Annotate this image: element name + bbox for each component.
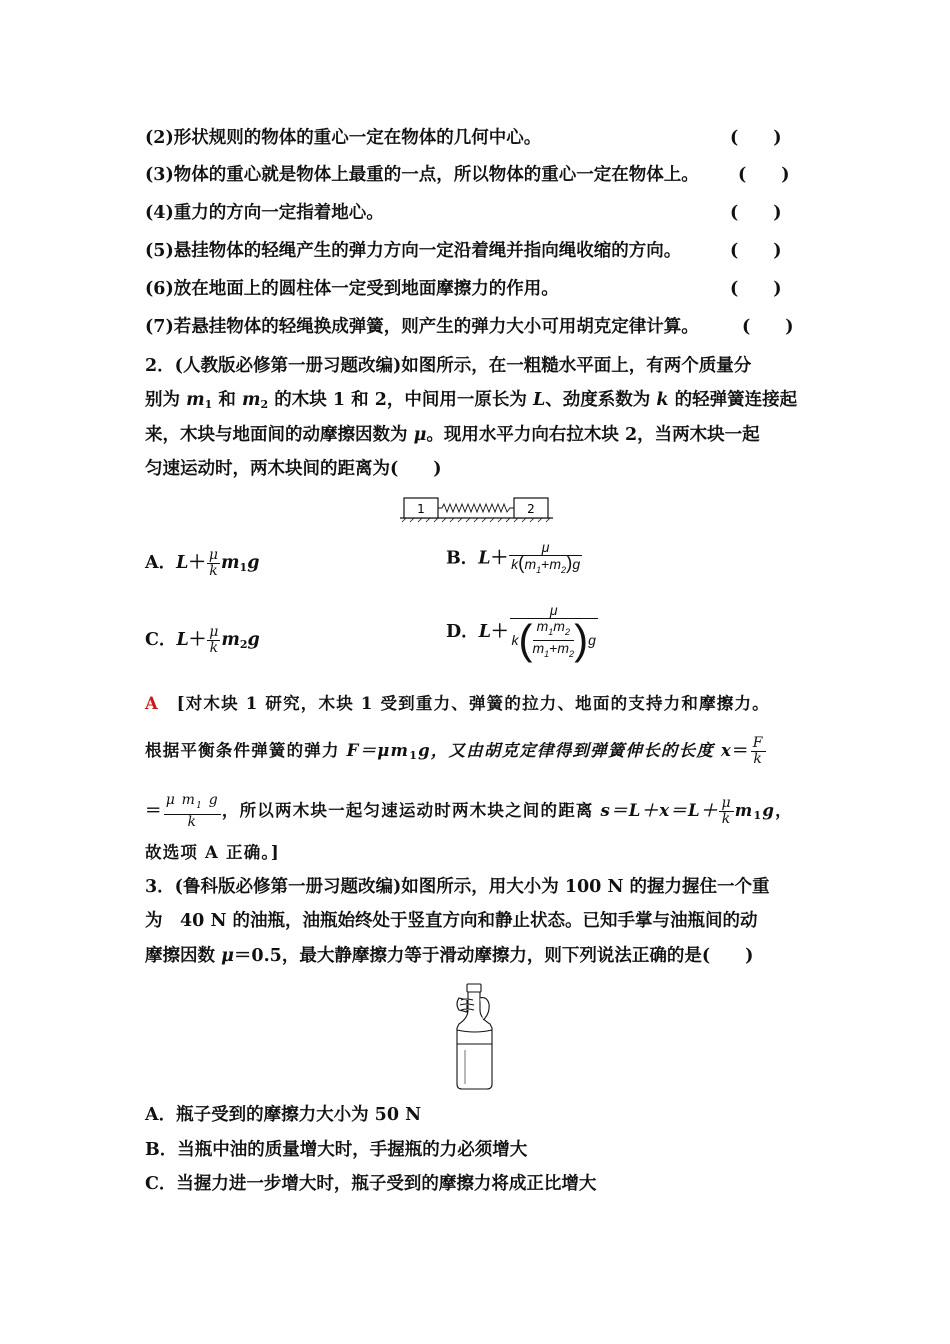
option-a[interactable]: A．L＋ $\frac{\mu}{k}$ $m_1g$ bbox=[145, 547, 260, 579]
statement-5: (5)悬挂物体的轻绳产生的弹力方向一定沿着绳并指向绳收缩的方向。 bbox=[145, 241, 682, 261]
answer-paren-6[interactable]: ( ) bbox=[730, 279, 782, 299]
statement-4: (4)重力的方向一定指着地心。 bbox=[145, 203, 384, 223]
answer-paren-5[interactable]: ( ) bbox=[730, 241, 782, 261]
solution-line-1: A [对木块 1 研究，木块 1 受到重力、弹簧的拉力、地面的支持力和摩擦力。 bbox=[145, 694, 770, 713]
answer-paren-2[interactable]: ( ) bbox=[730, 128, 782, 148]
answer-paren-4[interactable]: ( ) bbox=[730, 203, 782, 223]
q2-line-2: 别为 $m_1$ 和 $m_2$ 的木块 1 和 2，中间用一原长为 L、劲度系数为 k 的轻弹簧连接起 bbox=[145, 390, 798, 411]
spring bbox=[438, 504, 514, 512]
statement-2: (2)形状规则的物体的重心一定在物体的几何中心。 bbox=[145, 128, 542, 148]
q3-line-3: 摩擦因数 μ＝0.5，最大静摩擦力等于滑动摩擦力，则下列说法正确的是( ) bbox=[145, 946, 754, 966]
q2-line-1: 2．(人教版必修第一册习题改编)如图所示，在一粗糙水平面上，有两个质量分 bbox=[145, 356, 752, 376]
statement-7: (7)若悬挂物体的轻绳换成弹簧，则产生的弹力大小可用胡克定律计算。 bbox=[145, 317, 699, 337]
q3-line-1: 3．(鲁科版必修第一册习题改编)如图所示，用大小为 100 N 的握力握住一个重 bbox=[145, 877, 770, 897]
solution-line-2: 根据平衡条件弹簧的弹力 $F=\mu m_1g$，又由胡克定律得到弹簧伸长的长度 x＝ $\frac{F}{k}$ bbox=[145, 735, 764, 767]
oil-bottle-figure bbox=[445, 980, 505, 1092]
q3-option-a[interactable]: A．瓶子受到的摩擦力大小为 50 N bbox=[145, 1105, 422, 1125]
solution-line-4: 故选项 A 正确。] bbox=[145, 843, 280, 862]
answer-paren-3[interactable]: ( ) bbox=[738, 165, 790, 185]
option-b[interactable]: B．L＋ $\frac{\mu}{k(m_1+m_2)g}$ bbox=[446, 539, 581, 575]
option-d[interactable]: D．L＋ μ k ( $m_1m_2$ $m_1+m_2$ ) g bbox=[446, 602, 596, 664]
statement-6: (6)放在地面上的圆柱体一定受到地面摩擦力的作用。 bbox=[145, 279, 559, 299]
solution-line-3: ＝ $\frac{\mu m_1 g}{k}$ ，所以两木块一起匀速运动时两木块之间的距离 s＝L＋x＝L＋ $\frac{\mu}{k}$ $m_1g$， bbox=[145, 792, 793, 830]
block-1-label: 1 bbox=[417, 502, 425, 516]
q3-option-c[interactable]: C．当握力进一步增大时，瓶子受到的摩擦力将成正比增大 bbox=[145, 1174, 597, 1194]
answer-paren-7[interactable]: ( ) bbox=[742, 317, 794, 337]
option-c[interactable]: C．L＋ $\frac{\mu}{k}$ $m_2g$ bbox=[145, 624, 260, 656]
spring-blocks-figure bbox=[398, 493, 556, 523]
answer-letter: A bbox=[145, 694, 160, 713]
q2-line-3: 来，木块与地面间的动摩擦因数为 μ。现用水平力向右拉木块 2，当两木块一起 bbox=[145, 425, 760, 445]
block-2-label: 2 bbox=[527, 502, 535, 516]
q3-option-b[interactable]: B．当瓶中油的质量增大时，手握瓶的力必须增大 bbox=[145, 1140, 528, 1160]
statement-3: (3)物体的重心就是物体上最重的一点，所以物体的重心一定在物体上。 bbox=[145, 165, 699, 185]
q3-line-2: 为 40 N 的油瓶，油瓶始终处于竖直方向和静止状态。已知手掌与油瓶间的动 bbox=[145, 911, 758, 931]
q2-line-4: 匀速运动时，两木块间的距离为( ) bbox=[145, 459, 442, 479]
